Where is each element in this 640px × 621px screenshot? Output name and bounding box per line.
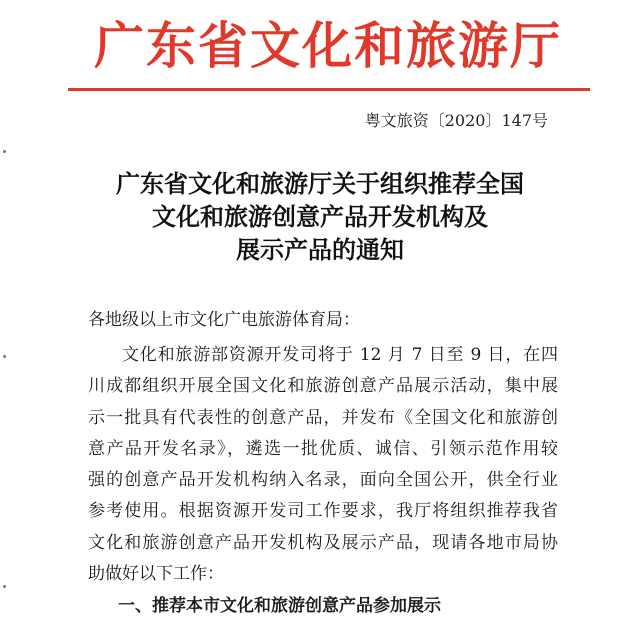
salutation: 各地级以上市文化广电旅游体育局： [88,310,360,330]
body-line: 川成都组织开展全国文化和旅游创意产品展示活动，集中展 [88,376,558,397]
body-line: 文化和旅游部资源开发司将于 12 月 7 日至 9 日，在四 [122,345,558,365]
body-line: 示一批具有代表性的创意产品，并发布《全国文化和旅游创 [88,407,558,428]
title-line-1: 广东省文化和旅游厅关于组织推荐全国 [116,170,524,198]
letterhead-title: 广东省文化和旅游厅 [94,16,562,75]
letterhead-red-rule [68,88,590,91]
document-title [60,168,580,267]
scan-speck [3,150,6,153]
section-heading: 一、推荐本市文化和旅游创意产品参加展示 [118,596,441,616]
document-number: 粤文旅资〔2020〕147号 [364,111,548,130]
title-line-3: 展示产品的通知 [236,236,404,264]
scan-speck [3,585,6,588]
body-paragraph [88,340,558,590]
body-line: 强的创意产品开发机构纳入名录，面向全国公开，供全行业 [88,470,558,491]
body-line: 助做好以下工作： [88,564,224,585]
body-line: 意产品开发名录》，遴选一批优质、诚信、引领示范作用较 [88,438,558,459]
body-line: 文化和旅游创意产品开发机构及展示产品，现请各地市局协 [88,532,558,553]
body-line: 参考使用。根据资源开发司工作要求，我厅将组织推荐我省 [88,501,558,522]
scan-speck [3,355,6,358]
title-line-2: 文化和旅游创意产品开发机构及 [152,203,488,231]
